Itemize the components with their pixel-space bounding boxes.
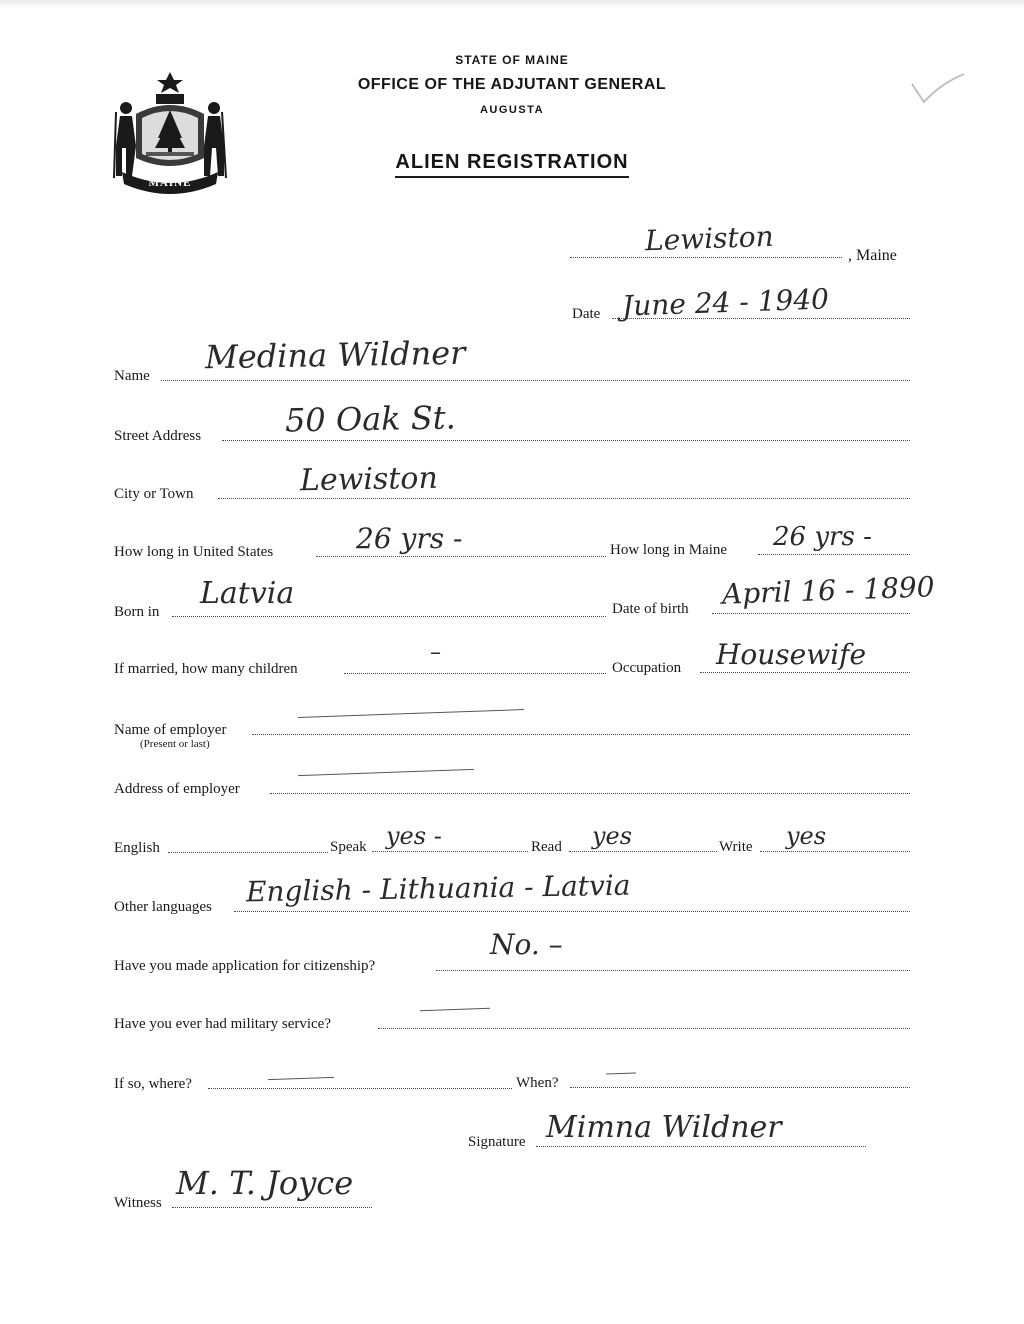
scan-edge — [0, 0, 1024, 8]
name-label: Name — [114, 368, 150, 384]
occupation-value: Housewife — [716, 638, 867, 671]
dob-value: April 16 - 1890 — [721, 570, 936, 611]
children-value: – — [430, 640, 441, 665]
english-label: English — [114, 840, 160, 856]
city-value: Lewiston — [299, 460, 439, 499]
date-label: Date — [572, 306, 601, 322]
witness-label: Witness — [114, 1195, 162, 1211]
maine-time-value: 26 yrs - — [773, 522, 872, 552]
place-value: Lewiston — [644, 219, 775, 258]
signature-line — [536, 1146, 866, 1147]
military-dash — [420, 1008, 490, 1011]
check-mark-icon — [910, 70, 970, 110]
write-label: Write — [719, 839, 753, 855]
dob-label: Date of birth — [612, 601, 689, 617]
born-label: Born in — [114, 604, 160, 620]
street-label: Street Address — [114, 428, 202, 444]
witness-line — [172, 1207, 372, 1208]
where-line — [208, 1088, 512, 1089]
city-heading: AUGUSTA — [479, 104, 545, 116]
where-dash — [268, 1077, 334, 1080]
when-dash — [606, 1072, 636, 1074]
military-line — [378, 1028, 910, 1029]
other-languages-value: English - Lithuania - Latvia — [245, 868, 631, 909]
read-label: Read — [531, 839, 562, 855]
state-heading: STATE OF MAINE — [455, 53, 569, 67]
signature-label: Signature — [468, 1134, 526, 1150]
employer-address-line — [270, 793, 910, 794]
employer-dash — [298, 709, 524, 718]
employer-line — [252, 734, 910, 735]
employer-address-label: Address of employer — [114, 781, 240, 797]
maine-time-label: How long in Maine — [610, 542, 728, 558]
signature-value: Mimna Wildner — [546, 1110, 782, 1145]
occupation-label: Occupation — [612, 660, 682, 676]
form-title-text: ALIEN REGISTRATION — [395, 151, 628, 178]
speak-line — [372, 851, 528, 852]
place-line — [570, 257, 842, 258]
children-label: If married, how many children — [114, 661, 298, 677]
city-line — [218, 498, 910, 499]
born-value: Latvia — [200, 576, 295, 611]
citizenship-line — [436, 970, 910, 971]
occupation-line — [700, 672, 910, 673]
citizenship-value: No. – — [490, 928, 563, 961]
dob-line — [712, 613, 910, 614]
us-time-line — [316, 556, 606, 557]
speak-label: Speak — [330, 839, 367, 855]
other-languages-label: Other languages — [114, 899, 212, 915]
maine-time-line — [758, 554, 910, 555]
date-value: June 24 - 1940 — [621, 282, 830, 323]
when-label: When? — [516, 1075, 559, 1091]
maine-label: , Maine — [848, 247, 897, 264]
other-languages-line — [234, 911, 910, 912]
city-label: City or Town — [114, 486, 194, 502]
us-time-label: How long in United States — [114, 544, 274, 560]
speak-value: yes - — [386, 822, 442, 850]
born-line — [172, 616, 606, 617]
read-line — [569, 851, 717, 852]
name-line — [161, 380, 910, 381]
street-value: 50 Oak St. — [284, 398, 457, 440]
name-value: Medina Wildner — [204, 333, 466, 377]
us-time-value: 26 yrs - — [356, 522, 463, 555]
employer-label: Name of employer — [114, 722, 227, 738]
street-line — [222, 440, 910, 441]
where-label: If so, where? — [114, 1076, 192, 1092]
when-line — [570, 1087, 910, 1088]
write-value: yes — [786, 822, 827, 850]
employer-sublabel: (Present or last) — [140, 738, 210, 750]
read-value: yes — [592, 822, 633, 850]
children-line — [344, 673, 606, 674]
citizenship-label: Have you made application for citizenship? — [114, 958, 376, 974]
seal-banner-text: MAINE — [148, 177, 192, 189]
write-line — [760, 851, 910, 852]
witness-value: M. T. Joyce — [176, 1164, 354, 1202]
maine-seal-icon — [112, 66, 228, 194]
office-heading: OFFICE OF THE ADJUTANT GENERAL — [357, 76, 667, 93]
employer-address-dash — [298, 769, 474, 776]
english-line — [168, 852, 328, 853]
military-label: Have you ever had military service? — [114, 1016, 331, 1032]
